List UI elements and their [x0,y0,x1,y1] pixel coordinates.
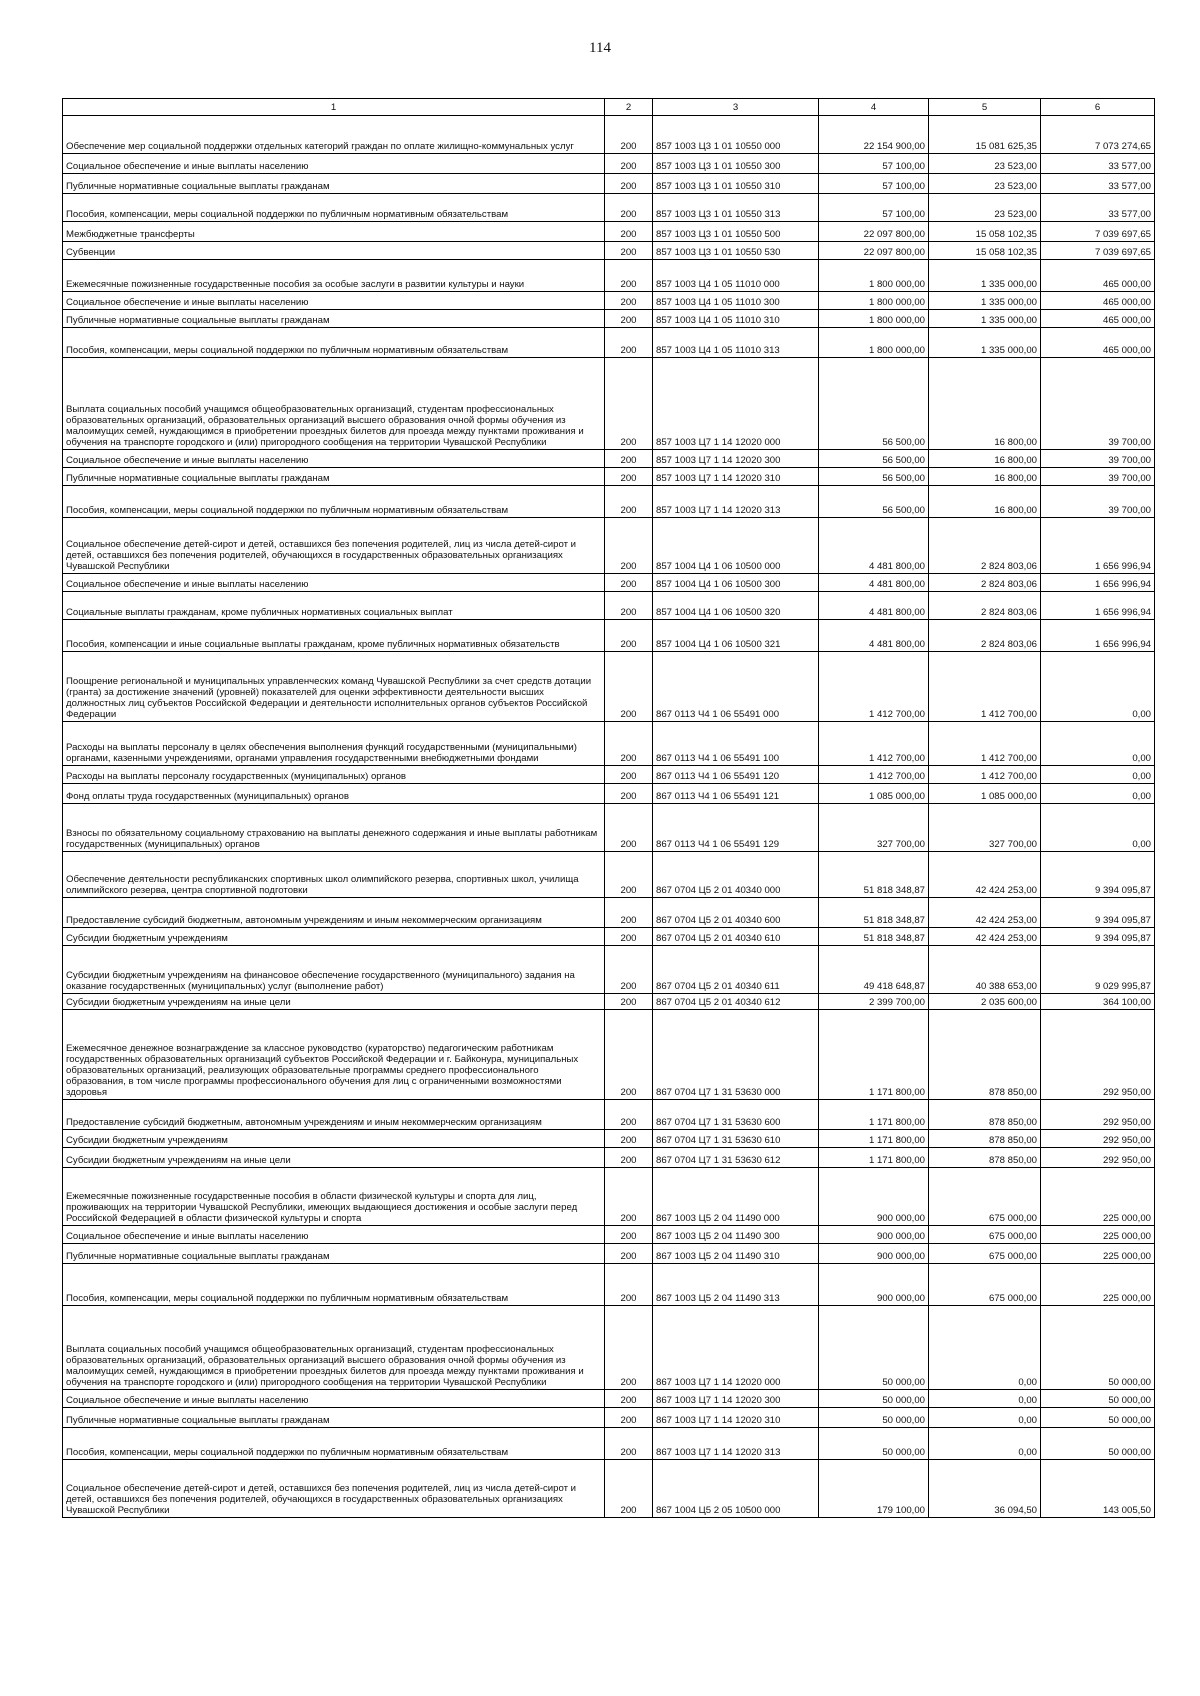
row-budget-code-cell: 867 0704 Ц5 2 01 40340 612 [653,994,819,1010]
row-executed-amount-cell: 2 824 803,06 [929,592,1041,620]
row-unexecuted-amount-cell: 50 000,00 [1041,1306,1155,1390]
row-name-cell: Расходы на выплаты персоналу в целях обеспечения выполнения функций государственными (муниципальными) органами, казенными учреждениями, органами управления государственными внебюджетными фондами [63,722,605,766]
row-line-code-cell: 200 [605,1100,653,1130]
row-approved-amount-cell: 1 412 700,00 [819,722,929,766]
row-name-cell: Обеспечение деятельности республиканских спортивных школ олимпийского резерва, спортивных школ, училища олимпийского резерва, центра спортивной подготовки [63,852,605,898]
table-body [63,116,1155,1518]
row-line-code-cell: 200 [605,928,653,946]
row-name-cell: Социальное обеспечение детей-сирот и детей, оставшихся без попечения родителей, лиц из числа детей-сирот и детей, оставшихся без попечения родителей, обучающихся в государственных образовательных организациях Чувашской Республики [63,518,605,574]
row-budget-code-cell: 857 1003 Ц3 1 01 10550 310 [653,174,819,194]
row-unexecuted-amount-cell: 143 005,50 [1041,1460,1155,1518]
row-budget-code-cell: 857 1003 Ц3 1 01 10550 500 [653,222,819,242]
budget-execution-table [62,98,1155,1518]
row-budget-code-cell: 857 1004 Ц4 1 06 10500 321 [653,620,819,652]
row-unexecuted-amount-cell: 1 656 996,94 [1041,620,1155,652]
row-unexecuted-amount-cell: 39 700,00 [1041,486,1155,518]
row-budget-code-cell: 867 0704 Ц5 2 01 40340 600 [653,898,819,928]
table-row [63,1130,1155,1148]
row-unexecuted-amount-cell: 7 039 697,65 [1041,242,1155,260]
row-budget-code-cell: 857 1004 Ц4 1 06 10500 300 [653,574,819,592]
row-approved-amount-cell: 4 481 800,00 [819,518,929,574]
row-executed-amount-cell: 0,00 [929,1428,1041,1460]
table-row [63,1244,1155,1264]
row-budget-code-cell: 867 0113 Ч4 1 06 55491 129 [653,804,819,852]
row-approved-amount-cell: 22 097 800,00 [819,242,929,260]
row-approved-amount-cell: 56 500,00 [819,358,929,450]
row-unexecuted-amount-cell: 39 700,00 [1041,358,1155,450]
row-approved-amount-cell: 1 800 000,00 [819,328,929,358]
row-executed-amount-cell: 1 412 700,00 [929,722,1041,766]
row-unexecuted-amount-cell: 225 000,00 [1041,1264,1155,1306]
row-name-cell: Субсидии бюджетным учреждениям [63,1130,605,1148]
row-line-code-cell: 200 [605,358,653,450]
row-line-code-cell: 200 [605,174,653,194]
row-budget-code-cell: 857 1003 Ц7 1 14 12020 300 [653,450,819,468]
row-name-cell: Выплата социальных пособий учащимся общеобразовательных организаций, студентам профессиональных образовательных организаций, образовательных организаций высшего образования очной формы обучения из малоимущих семей, нуждающимся в приобретении проездных билетов для проезда между пунктами проживания и обучения на транспорте городского и (или) пригородного сообщения на территории Чувашской Республики [63,1306,605,1390]
row-executed-amount-cell: 16 800,00 [929,358,1041,450]
table-row [63,592,1155,620]
row-approved-amount-cell: 1 800 000,00 [819,310,929,328]
row-name-cell: Ежемесячные пожизненные государственные пособия за особые заслуги в развитии культуры и науки [63,260,605,292]
row-executed-amount-cell: 2 824 803,06 [929,518,1041,574]
row-executed-amount-cell: 1 085 000,00 [929,784,1041,804]
row-line-code-cell: 200 [605,766,653,784]
row-name-cell: Взносы по обязательному социальному страхованию на выплаты денежного содержания и иные выплаты работникам государственных (муниципальных) органов [63,804,605,852]
row-executed-amount-cell: 878 850,00 [929,1010,1041,1100]
table-row [63,310,1155,328]
row-name-cell: Социальное обеспечение и иные выплаты населению [63,1226,605,1244]
column-number-header-row [63,99,1155,116]
table-row [63,242,1155,260]
table-row [63,852,1155,898]
row-unexecuted-amount-cell: 292 950,00 [1041,1130,1155,1148]
table-row [63,898,1155,928]
row-unexecuted-amount-cell: 7 039 697,65 [1041,222,1155,242]
table-row [63,358,1155,450]
row-budget-code-cell: 867 1003 Ц5 2 04 11490 313 [653,1264,819,1306]
row-name-cell: Субвенции [63,242,605,260]
row-approved-amount-cell: 49 418 648,87 [819,946,929,994]
row-line-code-cell: 200 [605,1460,653,1518]
row-executed-amount-cell: 878 850,00 [929,1148,1041,1168]
row-line-code-cell: 200 [605,1168,653,1226]
row-unexecuted-amount-cell: 39 700,00 [1041,450,1155,468]
row-budget-code-cell: 857 1003 Ц3 1 01 10550 313 [653,194,819,222]
row-line-code-cell: 200 [605,116,653,154]
row-unexecuted-amount-cell: 225 000,00 [1041,1244,1155,1264]
row-budget-code-cell: 857 1003 Ц4 1 05 11010 313 [653,328,819,358]
table-row [63,1306,1155,1390]
row-unexecuted-amount-cell: 292 950,00 [1041,1100,1155,1130]
row-name-cell: Публичные нормативные социальные выплаты гражданам [63,468,605,486]
table-row [63,766,1155,784]
row-approved-amount-cell: 50 000,00 [819,1428,929,1460]
row-approved-amount-cell: 56 500,00 [819,486,929,518]
table-row [63,450,1155,468]
row-budget-code-cell: 857 1004 Ц4 1 06 10500 320 [653,592,819,620]
row-line-code-cell: 200 [605,852,653,898]
table-row [63,174,1155,194]
row-unexecuted-amount-cell: 0,00 [1041,766,1155,784]
row-budget-code-cell: 867 1004 Ц5 2 05 10500 000 [653,1460,819,1518]
row-executed-amount-cell: 675 000,00 [929,1168,1041,1226]
row-budget-code-cell: 867 0704 Ц7 1 31 53630 610 [653,1130,819,1148]
row-executed-amount-cell: 15 058 102,35 [929,242,1041,260]
table-row [63,1408,1155,1428]
row-unexecuted-amount-cell: 9 394 095,87 [1041,928,1155,946]
row-executed-amount-cell: 675 000,00 [929,1226,1041,1244]
row-line-code-cell: 200 [605,1244,653,1264]
row-executed-amount-cell: 16 800,00 [929,468,1041,486]
row-budget-code-cell: 857 1003 Ц3 1 01 10550 300 [653,154,819,174]
row-executed-amount-cell: 1 412 700,00 [929,652,1041,722]
row-budget-code-cell: 867 0704 Ц7 1 31 53630 600 [653,1100,819,1130]
row-approved-amount-cell: 56 500,00 [819,450,929,468]
table-row [63,486,1155,518]
row-name-cell: Пособия, компенсации, меры социальной поддержки по публичным нормативным обязательствам [63,1428,605,1460]
table-row [63,260,1155,292]
row-approved-amount-cell: 4 481 800,00 [819,592,929,620]
row-budget-code-cell: 867 1003 Ц5 2 04 11490 310 [653,1244,819,1264]
row-budget-code-cell: 867 0704 Ц7 1 31 53630 000 [653,1010,819,1100]
row-approved-amount-cell: 1 800 000,00 [819,260,929,292]
row-line-code-cell: 200 [605,1010,653,1100]
row-executed-amount-cell: 327 700,00 [929,804,1041,852]
row-line-code-cell: 200 [605,784,653,804]
row-approved-amount-cell: 51 818 348,87 [819,928,929,946]
row-budget-code-cell: 867 1003 Ц7 1 14 12020 310 [653,1408,819,1428]
row-line-code-cell: 200 [605,1390,653,1408]
row-executed-amount-cell: 36 094,50 [929,1460,1041,1518]
row-name-cell: Обеспечение мер социальной поддержки отдельных категорий граждан по оплате жилищно-коммунальных услуг [63,116,605,154]
row-line-code-cell: 200 [605,450,653,468]
table-row [63,1168,1155,1226]
row-budget-code-cell: 857 1003 Ц7 1 14 12020 000 [653,358,819,450]
row-approved-amount-cell: 50 000,00 [819,1390,929,1408]
row-executed-amount-cell: 1 335 000,00 [929,292,1041,310]
row-name-cell: Поощрение региональной и муниципальных управленческих команд Чувашской Республики за счет средств дотации (гранта) за достижение значений (уровней) показателей для оценки эффективности деятельности высших должностных лиц субъектов Российской Федерации и деятельности исполнительных органов субъектов Российской Федерации [63,652,605,722]
row-budget-code-cell: 867 1003 Ц7 1 14 12020 313 [653,1428,819,1460]
row-budget-code-cell: 867 1003 Ц5 2 04 11490 000 [653,1168,819,1226]
table-row [63,928,1155,946]
row-approved-amount-cell: 50 000,00 [819,1408,929,1428]
row-name-cell: Социальное обеспечение и иные выплаты населению [63,154,605,174]
row-unexecuted-amount-cell: 50 000,00 [1041,1408,1155,1428]
row-line-code-cell: 200 [605,1408,653,1428]
row-executed-amount-cell: 15 081 625,35 [929,116,1041,154]
row-line-code-cell: 200 [605,518,653,574]
row-approved-amount-cell: 4 481 800,00 [819,620,929,652]
row-unexecuted-amount-cell: 9 394 095,87 [1041,898,1155,928]
table-row [63,1390,1155,1408]
row-budget-code-cell: 867 0704 Ц7 1 31 53630 612 [653,1148,819,1168]
table-row [63,946,1155,994]
row-line-code-cell: 200 [605,574,653,592]
table-row [63,652,1155,722]
row-approved-amount-cell: 57 100,00 [819,174,929,194]
row-budget-code-cell: 867 1003 Ц7 1 14 12020 000 [653,1306,819,1390]
row-line-code-cell: 200 [605,898,653,928]
row-approved-amount-cell: 22 154 900,00 [819,116,929,154]
table-row [63,1010,1155,1100]
row-approved-amount-cell: 1 171 800,00 [819,1010,929,1100]
row-budget-code-cell: 857 1003 Ц3 1 01 10550 530 [653,242,819,260]
row-approved-amount-cell: 900 000,00 [819,1244,929,1264]
row-executed-amount-cell: 23 523,00 [929,154,1041,174]
row-name-cell: Пособия, компенсации и иные социальные выплаты гражданам, кроме публичных нормативных обязательств [63,620,605,652]
row-approved-amount-cell: 1 171 800,00 [819,1100,929,1130]
column-header-5: 5 [929,99,1041,116]
row-approved-amount-cell: 327 700,00 [819,804,929,852]
table-row [63,620,1155,652]
column-header-1: 1 [63,99,605,116]
row-name-cell: Пособия, компенсации, меры социальной поддержки по публичным нормативным обязательствам [63,194,605,222]
row-approved-amount-cell: 57 100,00 [819,154,929,174]
row-line-code-cell: 200 [605,722,653,766]
row-line-code-cell: 200 [605,946,653,994]
row-unexecuted-amount-cell: 33 577,00 [1041,194,1155,222]
row-name-cell: Социальное обеспечение и иные выплаты населению [63,574,605,592]
table-row [63,1428,1155,1460]
row-executed-amount-cell: 0,00 [929,1408,1041,1428]
row-budget-code-cell: 867 0704 Ц5 2 01 40340 611 [653,946,819,994]
row-line-code-cell: 200 [605,468,653,486]
row-budget-code-cell: 867 0704 Ц5 2 01 40340 000 [653,852,819,898]
row-approved-amount-cell: 1 171 800,00 [819,1130,929,1148]
row-unexecuted-amount-cell: 1 656 996,94 [1041,574,1155,592]
table-row [63,154,1155,174]
row-name-cell: Межбюджетные трансферты [63,222,605,242]
row-executed-amount-cell: 675 000,00 [929,1264,1041,1306]
row-approved-amount-cell: 900 000,00 [819,1264,929,1306]
row-name-cell: Субсидии бюджетным учреждениям на финансовое обеспечение государственного (муниципального) задания на оказание государственных (муниципальных) услуг (выполнение работ) [63,946,605,994]
row-approved-amount-cell: 1 085 000,00 [819,784,929,804]
row-budget-code-cell: 867 0113 Ч4 1 06 55491 120 [653,766,819,784]
row-approved-amount-cell: 51 818 348,87 [819,898,929,928]
column-header-4: 4 [819,99,929,116]
row-executed-amount-cell: 2 035 600,00 [929,994,1041,1010]
row-approved-amount-cell: 1 412 700,00 [819,766,929,784]
table-row [63,194,1155,222]
row-budget-code-cell: 857 1003 Ц4 1 05 11010 300 [653,292,819,310]
row-unexecuted-amount-cell: 364 100,00 [1041,994,1155,1010]
row-executed-amount-cell: 42 424 253,00 [929,898,1041,928]
table-row [63,722,1155,766]
row-unexecuted-amount-cell: 0,00 [1041,652,1155,722]
row-budget-code-cell: 867 1003 Ц5 2 04 11490 300 [653,1226,819,1244]
row-line-code-cell: 200 [605,292,653,310]
row-unexecuted-amount-cell: 39 700,00 [1041,468,1155,486]
row-line-code-cell: 200 [605,1130,653,1148]
row-executed-amount-cell: 878 850,00 [929,1130,1041,1148]
table-row [63,1148,1155,1168]
row-unexecuted-amount-cell: 33 577,00 [1041,154,1155,174]
row-unexecuted-amount-cell: 465 000,00 [1041,310,1155,328]
table-row [63,784,1155,804]
row-name-cell: Ежемесячное денежное вознаграждение за классное руководство (кураторство) педагогическим работникам государственных образовательных организаций субъектов Российской Федерации и г. Байконура, муниципальных образовательных организаций, реализующих образовательные программы среднего профессионального образования, в том числе программы профессионального обучения для лиц с ограниченными возможностями здоровья [63,1010,605,1100]
row-name-cell: Социальное обеспечение детей-сирот и детей, оставшихся без попечения родителей, лиц из числа детей-сирот и детей, оставшихся без попечения родителей, обучающихся в государственных образовательных организациях Чувашской Республики [63,1460,605,1518]
row-executed-amount-cell: 23 523,00 [929,194,1041,222]
row-name-cell: Фонд оплаты труда государственных (муниципальных) органов [63,784,605,804]
column-header-2: 2 [605,99,653,116]
row-name-cell: Пособия, компенсации, меры социальной поддержки по публичным нормативным обязательствам [63,486,605,518]
row-name-cell: Публичные нормативные социальные выплаты гражданам [63,310,605,328]
row-executed-amount-cell: 0,00 [929,1306,1041,1390]
row-name-cell: Публичные нормативные социальные выплаты гражданам [63,1408,605,1428]
row-unexecuted-amount-cell: 225 000,00 [1041,1226,1155,1244]
row-unexecuted-amount-cell: 50 000,00 [1041,1390,1155,1408]
row-approved-amount-cell: 2 399 700,00 [819,994,929,1010]
row-executed-amount-cell: 1 335 000,00 [929,328,1041,358]
table-row [63,1264,1155,1306]
row-approved-amount-cell: 50 000,00 [819,1306,929,1390]
row-unexecuted-amount-cell: 33 577,00 [1041,174,1155,194]
table-row [63,994,1155,1010]
row-name-cell: Публичные нормативные социальные выплаты гражданам [63,174,605,194]
row-line-code-cell: 200 [605,1148,653,1168]
row-approved-amount-cell: 1 800 000,00 [819,292,929,310]
row-executed-amount-cell: 878 850,00 [929,1100,1041,1130]
row-line-code-cell: 200 [605,592,653,620]
row-unexecuted-amount-cell: 1 656 996,94 [1041,592,1155,620]
row-approved-amount-cell: 56 500,00 [819,468,929,486]
row-unexecuted-amount-cell: 465 000,00 [1041,328,1155,358]
row-line-code-cell: 200 [605,222,653,242]
row-line-code-cell: 200 [605,486,653,518]
row-line-code-cell: 200 [605,1428,653,1460]
row-line-code-cell: 200 [605,310,653,328]
row-budget-code-cell: 857 1003 Ц7 1 14 12020 313 [653,486,819,518]
table-row [63,222,1155,242]
row-unexecuted-amount-cell: 292 950,00 [1041,1010,1155,1100]
row-budget-code-cell: 857 1003 Ц7 1 14 12020 310 [653,468,819,486]
row-executed-amount-cell: 2 824 803,06 [929,620,1041,652]
table-row [63,1100,1155,1130]
row-name-cell: Предоставление субсидий бюджетным, автономным учреждениям и иным некоммерческим организациям [63,898,605,928]
row-name-cell: Ежемесячные пожизненные государственные пособия в области физической культуры и спорта для лиц, проживающих на территории Чувашской Республики, имеющих выдающиеся достижения и особые заслуги перед Российской Федерацией в области физической культуры и спорта [63,1168,605,1226]
row-unexecuted-amount-cell: 0,00 [1041,784,1155,804]
row-budget-code-cell: 867 1003 Ц7 1 14 12020 300 [653,1390,819,1408]
table-row [63,468,1155,486]
row-line-code-cell: 200 [605,242,653,260]
row-line-code-cell: 200 [605,994,653,1010]
row-unexecuted-amount-cell: 0,00 [1041,804,1155,852]
row-name-cell: Социальное обеспечение и иные выплаты населению [63,450,605,468]
row-line-code-cell: 200 [605,804,653,852]
row-unexecuted-amount-cell: 7 073 274,65 [1041,116,1155,154]
row-executed-amount-cell: 675 000,00 [929,1244,1041,1264]
row-approved-amount-cell: 1 412 700,00 [819,652,929,722]
row-name-cell: Предоставление субсидий бюджетным, автономным учреждениям и иным некоммерческим организациям [63,1100,605,1130]
row-executed-amount-cell: 42 424 253,00 [929,852,1041,898]
row-line-code-cell: 200 [605,194,653,222]
row-approved-amount-cell: 900 000,00 [819,1226,929,1244]
row-name-cell: Пособия, компенсации, меры социальной поддержки по публичным нормативным обязательствам [63,328,605,358]
row-executed-amount-cell: 23 523,00 [929,174,1041,194]
row-name-cell: Субсидии бюджетным учреждениям [63,928,605,946]
row-unexecuted-amount-cell: 9 394 095,87 [1041,852,1155,898]
row-executed-amount-cell: 15 058 102,35 [929,222,1041,242]
row-unexecuted-amount-cell: 0,00 [1041,722,1155,766]
row-unexecuted-amount-cell: 292 950,00 [1041,1148,1155,1168]
row-line-code-cell: 200 [605,1264,653,1306]
row-budget-code-cell: 867 0113 Ч4 1 06 55491 121 [653,784,819,804]
row-approved-amount-cell: 4 481 800,00 [819,574,929,592]
table-row [63,518,1155,574]
row-executed-amount-cell: 1 335 000,00 [929,310,1041,328]
row-unexecuted-amount-cell: 50 000,00 [1041,1428,1155,1460]
row-line-code-cell: 200 [605,1226,653,1244]
row-approved-amount-cell: 51 818 348,87 [819,852,929,898]
column-header-3: 3 [653,99,819,116]
row-unexecuted-amount-cell: 1 656 996,94 [1041,518,1155,574]
row-unexecuted-amount-cell: 9 029 995,87 [1041,946,1155,994]
row-executed-amount-cell: 16 800,00 [929,486,1041,518]
row-name-cell: Пособия, компенсации, меры социальной поддержки по публичным нормативным обязательствам [63,1264,605,1306]
row-executed-amount-cell: 16 800,00 [929,450,1041,468]
row-unexecuted-amount-cell: 225 000,00 [1041,1168,1155,1226]
table-row [63,804,1155,852]
row-executed-amount-cell: 1 335 000,00 [929,260,1041,292]
row-line-code-cell: 200 [605,1306,653,1390]
row-name-cell: Расходы на выплаты персоналу государственных (муниципальных) органов [63,766,605,784]
row-executed-amount-cell: 40 388 653,00 [929,946,1041,994]
row-approved-amount-cell: 57 100,00 [819,194,929,222]
row-approved-amount-cell: 1 171 800,00 [819,1148,929,1168]
table-row [63,1460,1155,1518]
table-row [63,292,1155,310]
row-name-cell: Социальное обеспечение и иные выплаты населению [63,1390,605,1408]
page-number: 114 [589,40,611,56]
row-unexecuted-amount-cell: 465 000,00 [1041,292,1155,310]
row-budget-code-cell: 857 1003 Ц3 1 01 10550 000 [653,116,819,154]
row-approved-amount-cell: 179 100,00 [819,1460,929,1518]
row-name-cell: Социальное обеспечение и иные выплаты населению [63,292,605,310]
row-unexecuted-amount-cell: 465 000,00 [1041,260,1155,292]
table-row [63,1226,1155,1244]
row-name-cell: Субсидии бюджетным учреждениям на иные цели [63,1148,605,1168]
row-name-cell: Публичные нормативные социальные выплаты гражданам [63,1244,605,1264]
row-line-code-cell: 200 [605,328,653,358]
table-row [63,116,1155,154]
row-name-cell: Социальные выплаты гражданам, кроме публичных нормативных социальных выплат [63,592,605,620]
column-header-6: 6 [1041,99,1155,116]
row-executed-amount-cell: 2 824 803,06 [929,574,1041,592]
row-approved-amount-cell: 900 000,00 [819,1168,929,1226]
row-line-code-cell: 200 [605,260,653,292]
row-budget-code-cell: 857 1003 Ц4 1 05 11010 000 [653,260,819,292]
row-budget-code-cell: 867 0113 Ч4 1 06 55491 000 [653,652,819,722]
row-executed-amount-cell: 1 412 700,00 [929,766,1041,784]
row-line-code-cell: 200 [605,154,653,174]
row-line-code-cell: 200 [605,652,653,722]
row-name-cell: Выплата социальных пособий учащимся общеобразовательных организаций, студентам профессиональных образовательных организаций, образовательных организаций высшего образования очной формы обучения из малоимущих семей, нуждающимся в приобретении проездных билетов для проезда между пунктами проживания и обучения на транспорте городского и (или) пригородного сообщения на территории Чувашской Республики [63,358,605,450]
row-name-cell: Субсидии бюджетным учреждениям на иные цели [63,994,605,1010]
table-row [63,328,1155,358]
row-executed-amount-cell: 42 424 253,00 [929,928,1041,946]
row-approved-amount-cell: 22 097 800,00 [819,222,929,242]
row-budget-code-cell: 857 1004 Ц4 1 06 10500 000 [653,518,819,574]
row-budget-code-cell: 867 0704 Ц5 2 01 40340 610 [653,928,819,946]
table-row [63,574,1155,592]
row-line-code-cell: 200 [605,620,653,652]
row-budget-code-cell: 857 1003 Ц4 1 05 11010 310 [653,310,819,328]
row-executed-amount-cell: 0,00 [929,1390,1041,1408]
row-budget-code-cell: 867 0113 Ч4 1 06 55491 100 [653,722,819,766]
